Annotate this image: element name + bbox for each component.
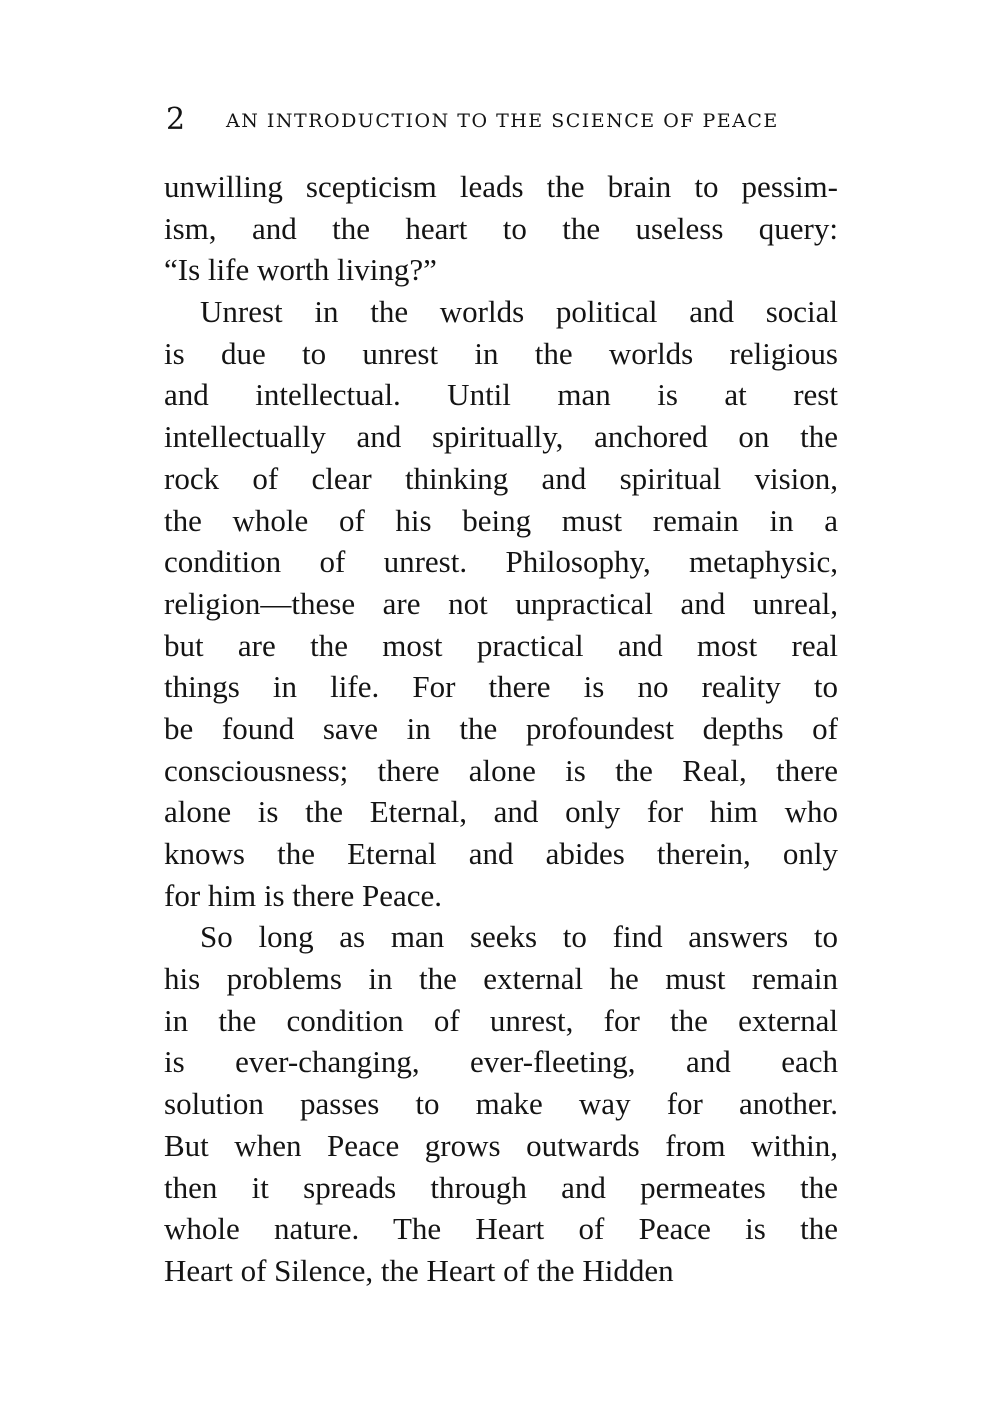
text-line: the whole of his being must remain in a bbox=[164, 502, 838, 538]
text-line: then it spreads through and permeates the bbox=[164, 1169, 838, 1205]
text-line: his problems in the external he must remain bbox=[164, 961, 838, 997]
text-line: But when Peace grows outwards from within, bbox=[164, 1127, 838, 1163]
text-line: for him is there Peace. bbox=[164, 877, 443, 913]
text-line: and intellectual. Until man is at rest bbox=[164, 377, 838, 413]
body-text bbox=[164, 166, 838, 1292]
paragraph bbox=[164, 916, 838, 1291]
page-number: 2 bbox=[166, 102, 186, 137]
text-line: ism, and the heart to the useless query: bbox=[164, 210, 838, 246]
text-line: things in life. For there is no reality to bbox=[164, 669, 838, 705]
text-line: religion—these are not unpractical and unreal, bbox=[164, 585, 838, 621]
text-line: Heart of Silence, the Heart of the Hidden bbox=[164, 1252, 674, 1288]
text-line: knows the Eternal and abides therein, only bbox=[164, 836, 838, 871]
text-line: is due to unrest in the worlds religious bbox=[164, 335, 838, 371]
text-line: is ever-changing, ever-fleeting, and each bbox=[164, 1044, 838, 1080]
text-line: condition of unrest. Philosophy, metaphysic, bbox=[164, 544, 838, 580]
text-line: Unrest in the worlds political and social bbox=[200, 294, 838, 330]
paragraph bbox=[164, 166, 838, 291]
running-title: AN INTRODUCTION TO THE SCIENCE OF PEACE bbox=[226, 110, 779, 132]
text-line: “Is life worth living?” bbox=[164, 252, 437, 288]
text-line: be found save in the profoundest depths of bbox=[164, 710, 838, 746]
text-line: So long as man seeks to find answers to bbox=[200, 919, 838, 955]
text-line: intellectually and spiritually, anchored on the bbox=[164, 419, 838, 455]
running-head bbox=[166, 100, 846, 140]
paragraph bbox=[164, 291, 838, 916]
text-line: alone is the Eternal, and only for him who bbox=[164, 794, 838, 830]
text-line: whole nature. The Heart of Peace is the bbox=[164, 1211, 838, 1247]
text-line: solution passes to make way for another. bbox=[164, 1086, 838, 1122]
text-line: unwilling scepticism leads the brain to pessim- bbox=[164, 169, 838, 204]
text-line: consciousness; there alone is the Real, there bbox=[164, 752, 838, 788]
text-line: in the condition of unrest, for the external bbox=[164, 1002, 838, 1038]
text-line: but are the most practical and most real bbox=[164, 627, 838, 663]
text-line: rock of clear thinking and spiritual vision, bbox=[164, 460, 838, 496]
